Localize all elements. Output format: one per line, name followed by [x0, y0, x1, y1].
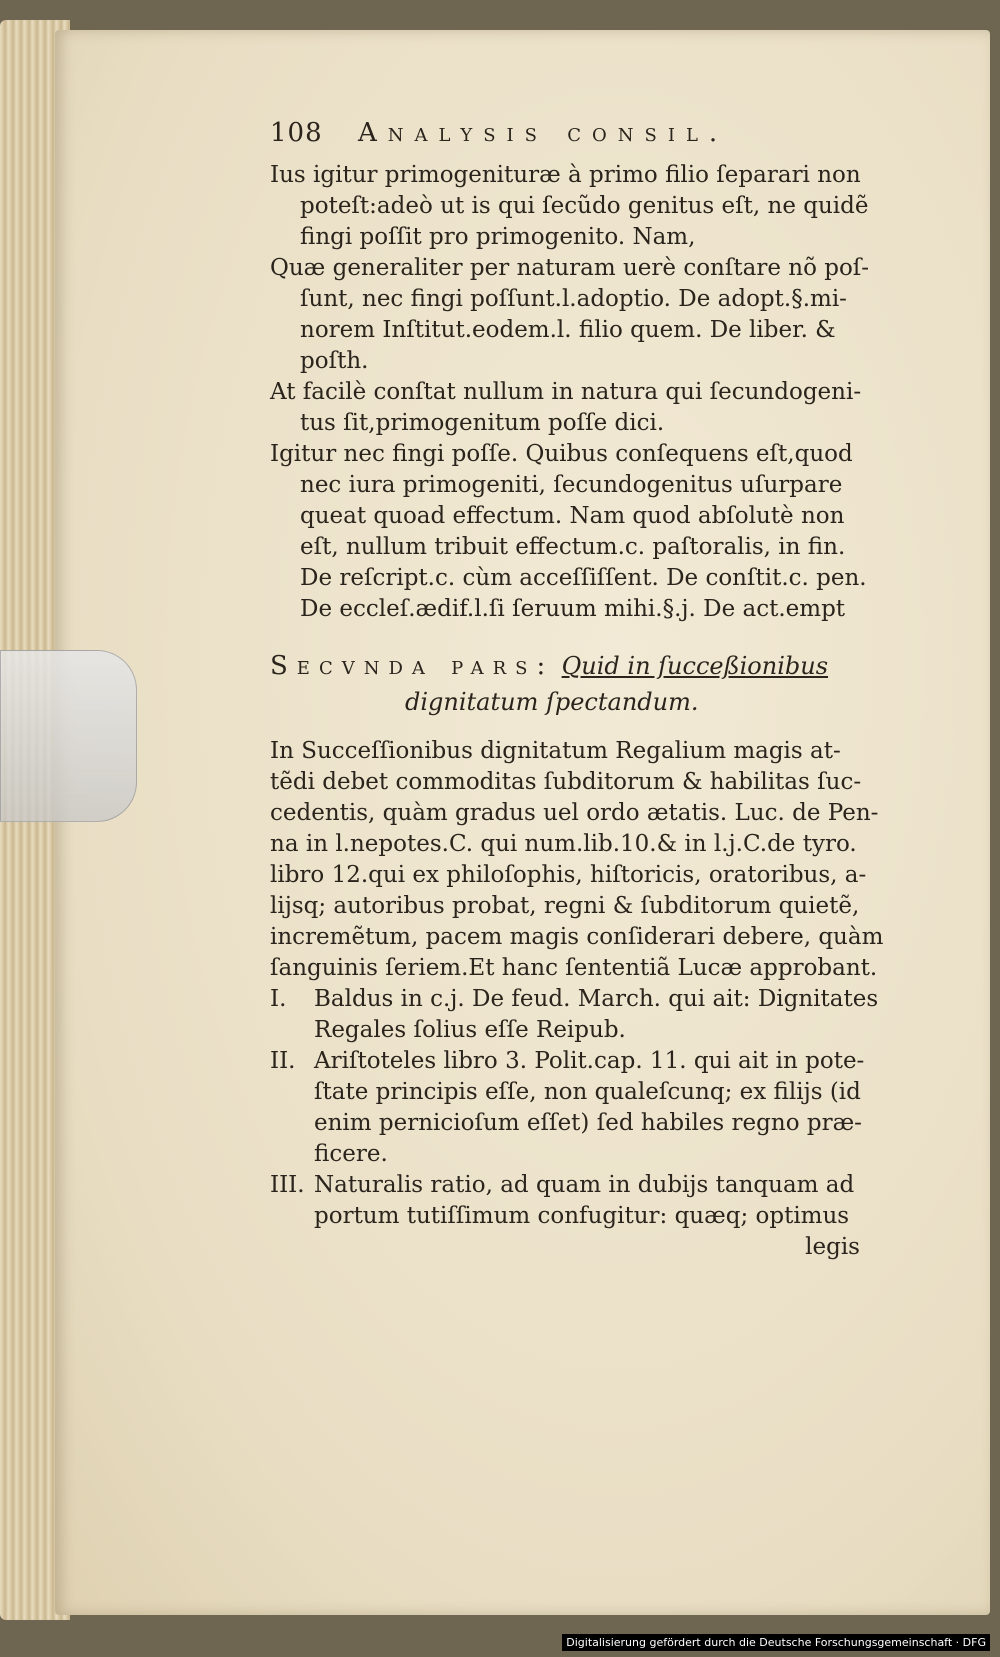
- text-line: poteſt:adeò ut is qui ſecũdo genitus eſt, ne quidẽ: [300, 193, 869, 219]
- text-line: nec iura primogeniti, ſecundogenitus uſurpare: [300, 472, 843, 498]
- paragraph: [270, 253, 900, 377]
- text-line: tẽdi debet commoditas ſubditorum & habilitas ſuc-: [270, 769, 862, 795]
- text-line: Naturalis ratio, ad quam in dubijs tanquam ad: [314, 1172, 855, 1198]
- item-number: II.: [270, 1048, 296, 1074]
- section-subtitle: Quid in ſucceßionibus: [561, 652, 829, 680]
- text-line: poſth.: [300, 348, 369, 374]
- text-line: De eccleſ.ædif.l.ſi ſeruum mihi.§.j. De act.empt: [300, 596, 846, 622]
- text-line: ſunt, nec fingi poſſunt.l.adoptio. De adopt.§.mi-: [300, 286, 847, 312]
- text-line: norem Inſtitut.eodem.l. filio quem. De liber. &: [300, 317, 836, 343]
- paragraph: [270, 377, 900, 439]
- page-number: 108: [270, 118, 323, 148]
- section-lead: Secvnda pars:: [270, 651, 555, 681]
- text-line: Regales ſolius eſſe Reipub.: [314, 1017, 626, 1043]
- text-line: ſanguinis ſeriem.Et hanc ſententiã Lucæ approbant.: [270, 955, 878, 981]
- text-line: tus ſit,primogenitum poſſe dici.: [300, 410, 665, 436]
- item-number: III.: [270, 1172, 305, 1198]
- text-line: At facilè conſtat nullum in natura qui ſecundogeni-: [270, 379, 862, 405]
- text-line: Baldus in c.j. De feud. March. qui ait: Dignitates: [314, 986, 879, 1012]
- section-subtitle-continued: dignitatum ſpectandum.: [405, 688, 699, 716]
- text-line: Quæ generaliter per naturam uerè conſtare nõ poſ-: [270, 255, 870, 281]
- text-line: Igitur nec fingi poſſe. Quibus conſequens eſt,quod: [270, 441, 853, 467]
- text-line: De reſcript.c. cùm acceſſiſſent. De conſtit.c. pen.: [300, 565, 867, 591]
- paragraph: [270, 160, 900, 253]
- text-line: portum tutiſſimum confugitur: quæq; optimus: [314, 1203, 850, 1229]
- text-line: incremẽtum, pacem magis conſiderari debere, quàm: [270, 924, 884, 950]
- text-line: enim pernicioſum eſſet) ſed habiles regno præ-: [314, 1110, 862, 1136]
- catchword: legis: [805, 1234, 860, 1260]
- text-line: ſtate principis eſſe, non qualeſcunq; ex filijs (id: [314, 1079, 861, 1105]
- text-line: fingi poſſit pro primogenito. Nam,: [300, 224, 696, 250]
- running-head: [270, 118, 900, 160]
- text-line: cedentis, quàm gradus uel ordo ætatis. Luc. de Pen-: [270, 800, 879, 826]
- text-line: In Succeſſionibus dignitatum Regalium magis at-: [270, 738, 841, 764]
- digitization-credit: Digitalisierung gefördert durch die Deutsche Forschungsgemeinschaft · DFG: [562, 1634, 990, 1651]
- text-line: na in l.nepotes.C. qui num.lib.10.& in l.j.C.de tyro.: [270, 831, 857, 857]
- running-title: Analysis consil.: [358, 118, 729, 148]
- page-text: [270, 118, 900, 1263]
- text-line: eſt, nullum tribuit effectum.c. paſtoralis, in fin.: [300, 534, 846, 560]
- section-paragraph: [270, 736, 900, 984]
- page-clip: [0, 650, 137, 822]
- text-line: Ariſtoteles libro 3. Polit.cap. 11. qui ait in pote-: [314, 1048, 865, 1074]
- text-line: queat quoad effectum. Nam quod abſolutè non: [300, 503, 845, 529]
- numbered-item: [270, 984, 900, 1046]
- item-number: I.: [270, 986, 287, 1012]
- paragraph: [270, 439, 900, 625]
- text-line: ficere.: [314, 1141, 388, 1167]
- section-heading: [270, 651, 900, 718]
- numbered-item: [270, 1046, 900, 1170]
- text-line: Ius igitur primogenituræ à primo filio ſeparari non: [270, 162, 861, 188]
- numbered-item: [270, 1170, 900, 1232]
- text-line: libro 12.qui ex philoſophis, hiſtoricis, oratoribus, a-: [270, 862, 867, 888]
- text-line: lijsq; autoribus probat, regni & ſubditorum quietẽ,: [270, 893, 860, 919]
